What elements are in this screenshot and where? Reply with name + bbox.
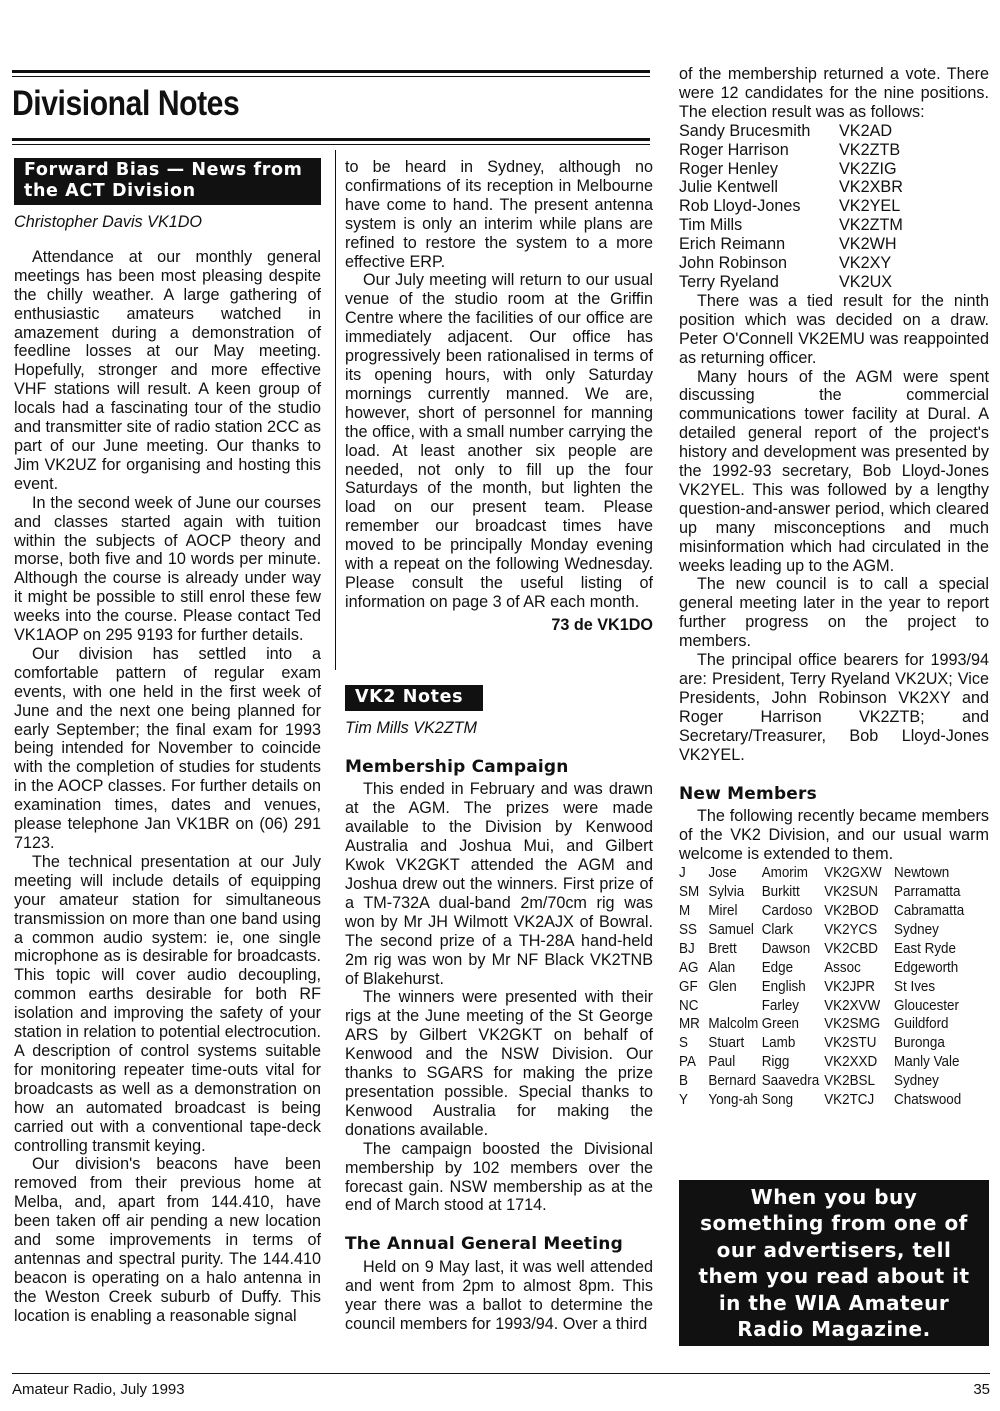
campaign-paragraph: The campaign boosted the Divisional membership by 102 members over the forecast gain. NSW membership as at the end of March stood at 1714. — [345, 1139, 653, 1215]
top-rule-thin — [12, 76, 650, 77]
candidate-name: Tim Mills — [679, 216, 743, 235]
act-paragraph: Our division has settled into a comfortable pattern of regular exam events, with one held in the first week of June and the next one being planned for early September; the final exam for 1993 being intended for November to coincide with the completion of studies for students in the AOCP classes. For further details on examination times, dates and venues, please telephone Jan VK1BR on (06) 291 7123. — [14, 644, 321, 852]
candidate-call: VK2XY — [839, 254, 892, 273]
member-row — [679, 1072, 964, 1091]
member-callsign: VK2SMG — [824, 1016, 881, 1033]
member-row — [679, 1091, 964, 1110]
member-initials: SS — [679, 921, 697, 938]
member-surname: Farley — [761, 997, 800, 1014]
member-surname: Edge — [761, 959, 794, 976]
member-suburb: Gloucester — [894, 997, 959, 1014]
candidate-name: Roger Henley — [679, 159, 778, 178]
vk2-byline: Tim Mills VK2ZTM — [345, 718, 478, 737]
member-surname: Green — [761, 1016, 800, 1033]
member-row — [679, 997, 964, 1016]
member-surname: Amorim — [761, 865, 808, 882]
advertiser-box: When you buy something from one of our advertisers, tell them you read about it in the WIA Amateur Radio Magazine. — [679, 1180, 989, 1346]
member-suburb: East Ryde — [894, 940, 956, 957]
member-initials: J — [679, 865, 686, 882]
candidate-call: VK2UX — [839, 272, 893, 291]
candidate-call: VK2XBR — [839, 178, 903, 197]
candidate-name: Terry Ryeland — [679, 272, 779, 291]
footer-publication: Amateur Radio, July 1993 — [12, 1381, 185, 1398]
act-signoff: 73 de VK1DO — [551, 615, 653, 634]
member-row — [679, 1034, 964, 1053]
member-surname: Dawson — [761, 940, 811, 957]
act-heading: Forward Bias — News from the ACT Division — [14, 158, 321, 205]
agm-paragraph: The principal office bearers for 1993/94 are: President, Terry Ryeland VK2UX; Vice Presidents, John Robinson VK2XY and Roger Harrison VK2ZTB; and Secretary/Treasurer, Bob Lloyd-Jones VK2YEL. — [679, 651, 989, 764]
member-surname: Saavedra — [761, 1073, 820, 1090]
member-initials: B — [679, 1073, 688, 1090]
agm-paragraph: Held on 9 May last, it was well attended and went from 2pm to almost 8pm. This year there was a ballot to determine the council members for 1993/94. Over a third — [345, 1258, 653, 1333]
campaign-paragraph: The winners were presented with their rigs at the June meeting of the St George ARS by Gilbert VK2GKT on behalf of Kenwood and the NSW Division. Our thanks to SGARS for making the prize presentation possible. Special thanks to Kenwood Australia for making the donations available. — [345, 988, 653, 1139]
member-first-name: Glen — [708, 978, 737, 995]
agm-paragraph: The new council is to call a special general meeting later in the year to report further progress on the project to members. — [679, 575, 989, 651]
member-first-name: Yong-ah — [708, 1092, 758, 1109]
campaign-paragraph: This ended in February and was drawn at the AGM. The prizes were made available to the Division by Kenwood Australia and Joshua Mui, and Gilbert Kwok VK2GKT attended the AGM and Joshua drew out the winners. First prize of a TM-732A dual-band 2m/70cm rig was won by Mr JH Wilmott VK2AJX of Bowral. The second prize of a TH-28A hand-held 2m rig was won by Mr NF Black VK2TNB of Blakehurst. — [345, 780, 653, 988]
vk2-heading: VK2 Notes — [345, 685, 483, 711]
member-callsign: VK2SUN — [824, 884, 878, 901]
member-suburb: Parramatta — [894, 884, 961, 901]
candidate-row — [679, 178, 989, 197]
member-suburb: Chatswood — [894, 1092, 962, 1109]
candidate-call: VK2ZTB — [839, 140, 901, 159]
title-rule — [12, 138, 650, 141]
member-callsign: VK2XVW — [824, 997, 881, 1014]
member-row — [679, 978, 964, 997]
candidate-call: VK2YEL — [839, 197, 901, 216]
member-callsign: VK2GXW — [824, 865, 882, 882]
member-callsign: Assoc — [824, 959, 861, 976]
member-first-name: Samuel — [708, 921, 754, 938]
member-initials: PA — [679, 1054, 696, 1071]
member-suburb: Buronga — [894, 1035, 945, 1052]
agm-continued: of the membership returned a vote. There were 12 candidates for the nine positions. The election result was as follows: — [679, 65, 989, 121]
member-initials: MR — [679, 1016, 700, 1033]
members-table — [679, 864, 964, 1110]
member-first-name — [708, 997, 761, 1016]
member-callsign: VK2YCS — [824, 921, 878, 938]
member-initials: GF — [679, 978, 698, 995]
candidate-row — [679, 197, 989, 216]
act-paragraph: The technical presentation at our July meeting will include details of equipping your amateur station for simultaneous transmission on more than one band using a common audio system: ie, one single microphone as is desirable for broadcasts. This topic will cover audio decoupling, common earths desirable for both RF isolation and improving the safety of your station in relation to potential electrocution. A description of control systems suitable for monitoring repeater time-outs vital for broadcasts as well as a demonstration on how an automated broadcast is being carried out with a conventional tape-deck controlling transmit keying. — [14, 852, 321, 1155]
member-callsign: VK2TCJ — [824, 1092, 875, 1109]
agm-paragraph: Many hours of the AGM were spent discussing the commercial communications tower facility at Dural. A detailed general report of the project's history and development was presented by the 1992-93 secretary, Bob Lloyd-Jones VK2YEL. This was followed by a lengthy question-and-answer period, which cleared up many misconceptions and much misinformation which had circulated in the weeks leading up to the AGM. — [679, 367, 989, 575]
act-paragraph: In the second week of June our courses and classes started again with tuition within the subjects of AOCP theory and morse, both five and 10 words per minute. Although the course is already under way it might be possible to still enrol these few weeks into the course. Please contact Ted VK1AOP on 295 9193 for further details. — [14, 493, 321, 645]
member-row — [679, 921, 964, 940]
candidate-row — [679, 141, 989, 160]
member-surname: Burkitt — [761, 884, 800, 901]
candidate-list — [679, 122, 989, 292]
member-callsign: VK2XXD — [824, 1054, 878, 1071]
page-title: Divisional Notes — [12, 84, 240, 123]
member-callsign: VK2STU — [824, 1035, 877, 1052]
member-row — [679, 940, 964, 959]
candidate-row — [679, 216, 989, 235]
candidate-row — [679, 254, 989, 273]
member-first-name: Brett — [708, 940, 737, 957]
member-initials: AG — [679, 959, 699, 976]
member-first-name: Sylvia — [708, 884, 745, 901]
candidate-name: Julie Kentwell — [679, 178, 778, 197]
act-paragraph: Attendance at our monthly general meetings has been most pleasing despite the chilly weather. A large gathering of enthusiastic amateurs watched in amazement during a demonstration of feedline losses at our May meeting. Hopefully, stronger and more effective VHF stations will result. A keen group of locals had a fascinating tour of the studio and transmitter site of radio station 2CC as part of our June meeting. Our thanks to Jim VK2UZ for organising and hosting this event. — [14, 247, 321, 493]
new-members-heading: New Members — [679, 783, 817, 804]
member-row — [679, 902, 964, 921]
member-surname: English — [761, 978, 806, 995]
member-first-name: Paul — [708, 1054, 736, 1071]
title-rule-thin — [12, 144, 650, 145]
member-surname: Cardoso — [761, 902, 813, 919]
top-rule — [12, 70, 650, 73]
act-byline: Christopher Davis VK1DO — [14, 213, 203, 231]
member-row — [679, 864, 964, 883]
candidate-call: VK2ZIG — [839, 159, 897, 178]
member-surname: Clark — [761, 921, 794, 938]
member-row — [679, 883, 964, 902]
member-callsign: VK2BOD — [824, 902, 879, 919]
column-3 — [679, 65, 989, 1110]
member-suburb: Guildford — [894, 1016, 949, 1033]
member-surname: Lamb — [761, 1035, 796, 1052]
member-initials: M — [679, 902, 691, 919]
act-paragraph: Our division's beacons have been removed from their previous home at Melba, and, apart from 144.410, have been taken off air pending a new location and some improvements in terms of antennas and spectral purity. The 144.410 beacon is operating on a halo antenna in the Weston Creek suburb of Duffy. This location is enabling a reasonable signal — [14, 1155, 321, 1325]
candidate-name: Erich Reimann — [679, 235, 786, 254]
member-suburb: Manly Vale — [894, 1054, 960, 1071]
member-row — [679, 959, 964, 978]
candidate-row — [679, 273, 989, 292]
member-first-name: Malcolm — [708, 1016, 759, 1033]
candidate-name: Sandy Brucesmith — [679, 121, 811, 140]
member-suburb: Edgeworth — [894, 959, 959, 976]
candidate-name: Roger Harrison — [679, 140, 789, 159]
member-suburb: Cabramatta — [894, 902, 965, 919]
agm-heading: The Annual General Meeting — [345, 1234, 623, 1255]
member-suburb: St Ives — [894, 978, 936, 995]
act-continued: to be heard in Sydney, although no confirmations of its reception in Melbourne have come to hand. The present antenna system is only an interim while plans are refined to restore the system to a more effective ERP. — [345, 158, 653, 271]
member-row — [679, 1015, 964, 1034]
member-surname: Rigg — [761, 1054, 790, 1071]
member-first-name: Bernard — [708, 1073, 757, 1090]
footer-rule — [12, 1373, 990, 1374]
new-members-intro: The following recently became members of the VK2 Division, and our usual warm welcome is extended to them. — [679, 807, 989, 864]
member-first-name: Stuart — [708, 1035, 745, 1052]
member-initials: Y — [679, 1092, 688, 1109]
column-divider — [335, 150, 336, 670]
member-suburb: Sydney — [894, 1073, 939, 1090]
member-initials: SM — [679, 884, 700, 901]
member-initials: NC — [679, 997, 699, 1014]
candidate-name: Rob Lloyd-Jones — [679, 197, 801, 216]
candidate-row — [679, 235, 989, 254]
agm-paragraph: There was a tied result for the ninth position which was decided on a draw. Peter O'Connell VK2EMU was reappointed as returning officer. — [679, 291, 989, 367]
candidate-row — [679, 122, 989, 141]
candidate-name: John Robinson — [679, 254, 787, 273]
member-callsign: VK2BSL — [824, 1073, 875, 1090]
member-callsign: VK2JPR — [824, 978, 875, 995]
member-first-name: Alan — [708, 959, 736, 976]
page-number: 35 — [973, 1381, 990, 1398]
member-suburb: Newtown — [894, 865, 950, 882]
member-first-name: Mirel — [708, 902, 738, 919]
campaign-heading: Membership Campaign — [345, 756, 569, 777]
member-callsign: VK2CBD — [824, 940, 878, 957]
candidate-row — [679, 160, 989, 179]
column-1 — [14, 158, 321, 1326]
member-row — [679, 1053, 964, 1072]
candidate-call: VK2WH — [839, 235, 897, 254]
act-paragraph: Our July meeting will return to our usual venue of the studio room at the Griffin Centre where the facilities of our office are immediately adjacent. Our office has progressively been rationalised in terms of its opening hours, with only Saturday mornings currently manned. We are, however, short of personnel for manning the office, with a small number carrying the load. At least another six people are needed, not only to fill up the four Saturdays of the month, but lighten the load on our present team. Please remember our broadcast times have moved to be principally Monday evening with a repeat on the following Wednesday. Please consult the useful listing of information on page 3 of AR each month. — [345, 271, 653, 611]
member-suburb: Sydney — [894, 921, 939, 938]
candidate-call: VK2ZTM — [839, 216, 903, 235]
member-first-name: Jose — [708, 865, 737, 882]
member-surname: Song — [761, 1092, 794, 1109]
member-initials: S — [679, 1035, 688, 1052]
member-initials: BJ — [679, 940, 695, 957]
candidate-call: VK2AD — [839, 121, 893, 140]
column-2 — [345, 158, 653, 1334]
